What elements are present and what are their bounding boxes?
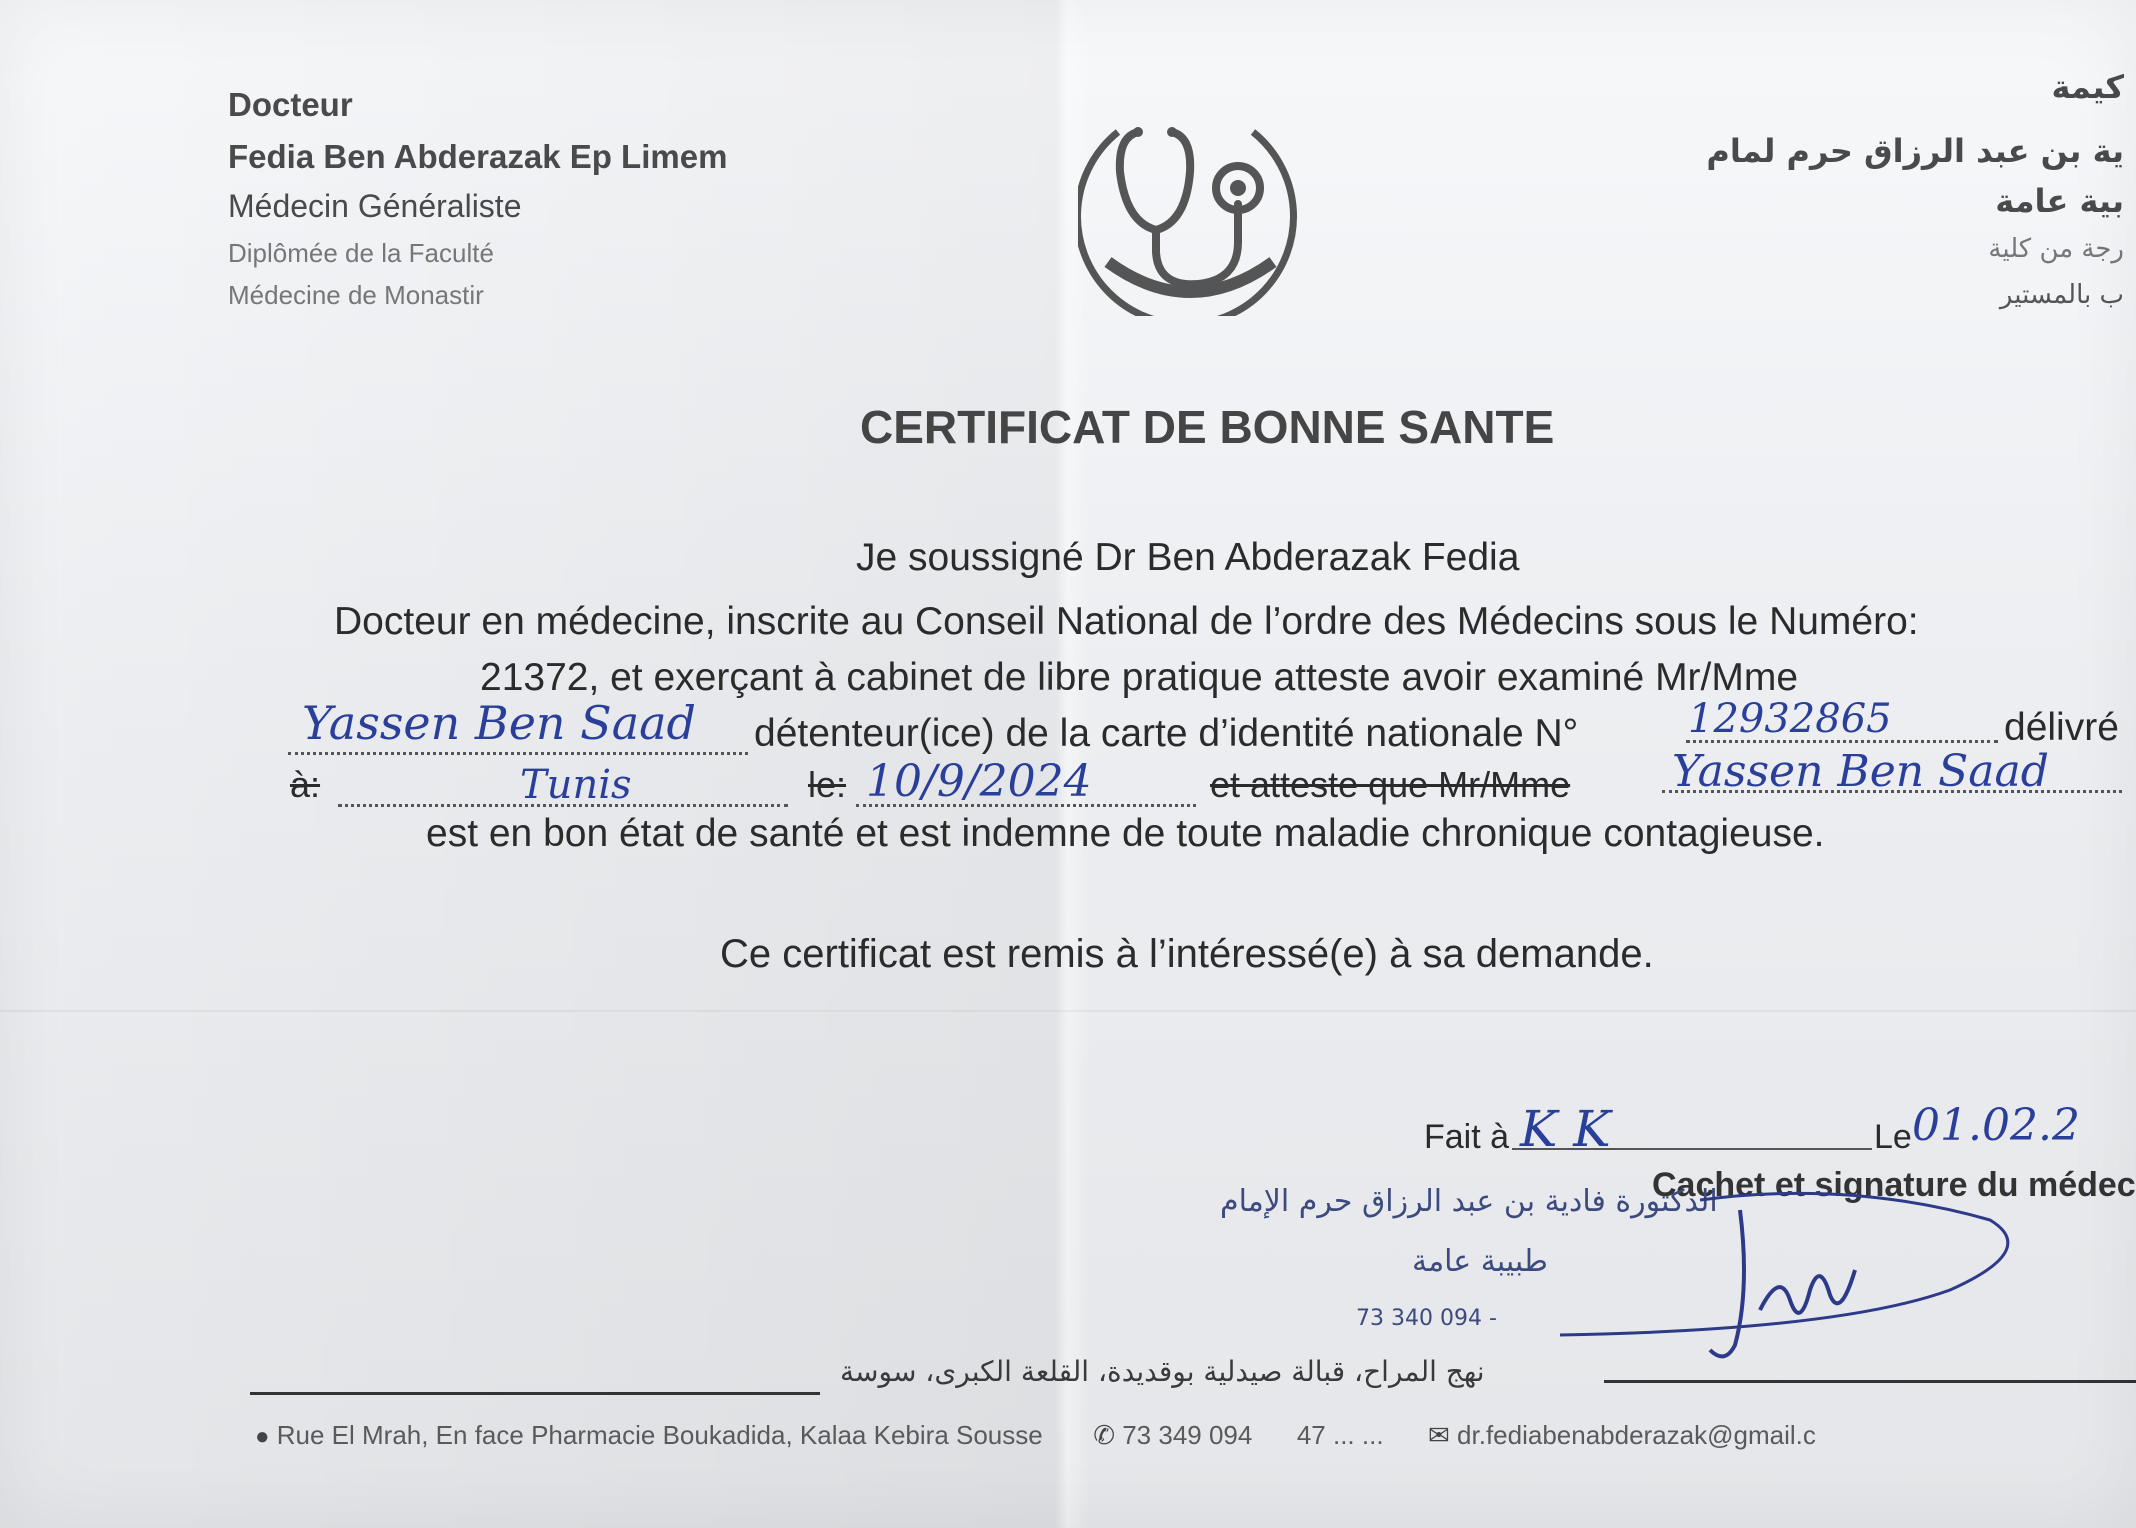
doctor-title-ar: كيمة xyxy=(2051,68,2124,106)
doctor-name-ar: ية بن عبد الرزاق حرم لمام xyxy=(1706,132,2124,170)
footer-address-line xyxy=(255,1420,1816,1451)
doctor-specialty: Médecin Généraliste xyxy=(228,188,522,224)
footer-phone-2: 47 ... ... xyxy=(1296,1420,1384,1450)
phone-icon: ✆ xyxy=(1093,1420,1115,1450)
fait-a-label: Fait à xyxy=(1424,1118,1510,1156)
footer-rule-left xyxy=(250,1392,820,1395)
handwritten-place: Tunis xyxy=(520,762,632,808)
document-title: CERTIFICAT DE BONNE SANTE xyxy=(860,401,1555,453)
handwritten-fait-date: 01.02.2 xyxy=(1912,1100,2080,1151)
handwritten-id-number: 12932865 xyxy=(1688,696,1892,742)
body-line-4-end: délivré xyxy=(2004,706,2119,749)
footer-phone: 73 349 094 xyxy=(1122,1420,1253,1450)
footer-email: dr.fediabenabderazak@gmail.c xyxy=(1457,1420,1816,1450)
stethoscope-icon xyxy=(1078,92,1302,316)
doctor-diploma-2: Médecine de Monastir xyxy=(228,280,484,310)
handwritten-date: 10/9/2024 xyxy=(866,756,1092,807)
body-line-5-a: à: xyxy=(290,764,321,805)
paper-fold xyxy=(0,1010,2136,1012)
doctor-signature xyxy=(1520,1170,2040,1370)
body-line-4: détenteur(ice) de la carte d’identité nationale N° xyxy=(754,712,1579,755)
doctor-diploma-ar-2: ب بالمستير xyxy=(1999,280,2124,310)
body-line-1: Je soussigné Dr Ben Abderazak Fedia xyxy=(856,536,1520,579)
closing-line: Ce certificat est remis à l’intéressé(e) à sa demande. xyxy=(720,932,1654,976)
cachet-label: Cachet et signature du médec xyxy=(1652,1166,2136,1204)
location-pin-icon: ● xyxy=(255,1423,270,1450)
body-line-3: 21372, et exerçant à cabinet de libre pratique atteste avoir examiné Mr/Mme xyxy=(480,656,1799,699)
handwritten-patient-name: Yassen Ben Saad xyxy=(302,696,696,750)
handwritten-fait-place: K K xyxy=(1520,1100,1611,1158)
doctor-title: Docteur xyxy=(228,86,353,123)
footer-address-fr: Rue El Mrah, En face Pharmacie Boukadida, Kalaa Kebira Sousse xyxy=(276,1420,1043,1450)
stamp-line-2: طبيبة عامة xyxy=(1412,1244,1548,1279)
doctor-diploma-ar-1: رجة من كلية xyxy=(1988,234,2124,264)
doctor-diploma-1: Diplômée de la Faculté xyxy=(228,238,494,268)
doctor-name: Fedia Ben Abderazak Ep Limem xyxy=(228,138,728,175)
email-icon: ✉ xyxy=(1428,1420,1450,1450)
stamp-line-1: الدكتورة فادية بن عبد الرزاق حرم الإمام xyxy=(1220,1184,1718,1219)
handwritten-patient-name-2: Yassen Ben Saad xyxy=(1672,746,2049,797)
doctor-specialty-ar: بية عامة xyxy=(1995,182,2124,220)
footer-address-ar: نهج المراح، قبالة صيدلية بوقديدة، القلعة الكبرى، سوسة xyxy=(840,1355,1485,1388)
footer-rule-right xyxy=(1604,1380,2136,1383)
name-dotted-field xyxy=(288,752,748,755)
body-line-2: Docteur en médecine, inscrite au Conseil National de l’ordre des Médecins sous le Numéro: xyxy=(334,600,1919,643)
body-line-6: est en bon état de santé et est indemne de toute maladie chronique contagieuse. xyxy=(426,812,1825,855)
body-line-5-le: le: xyxy=(808,764,847,805)
le-label: Le xyxy=(1874,1118,1912,1156)
stamp-phone: 73 340 094 - xyxy=(1356,1306,1497,1331)
body-line-5-b: et atteste que Mr/Mme xyxy=(1210,764,1571,805)
